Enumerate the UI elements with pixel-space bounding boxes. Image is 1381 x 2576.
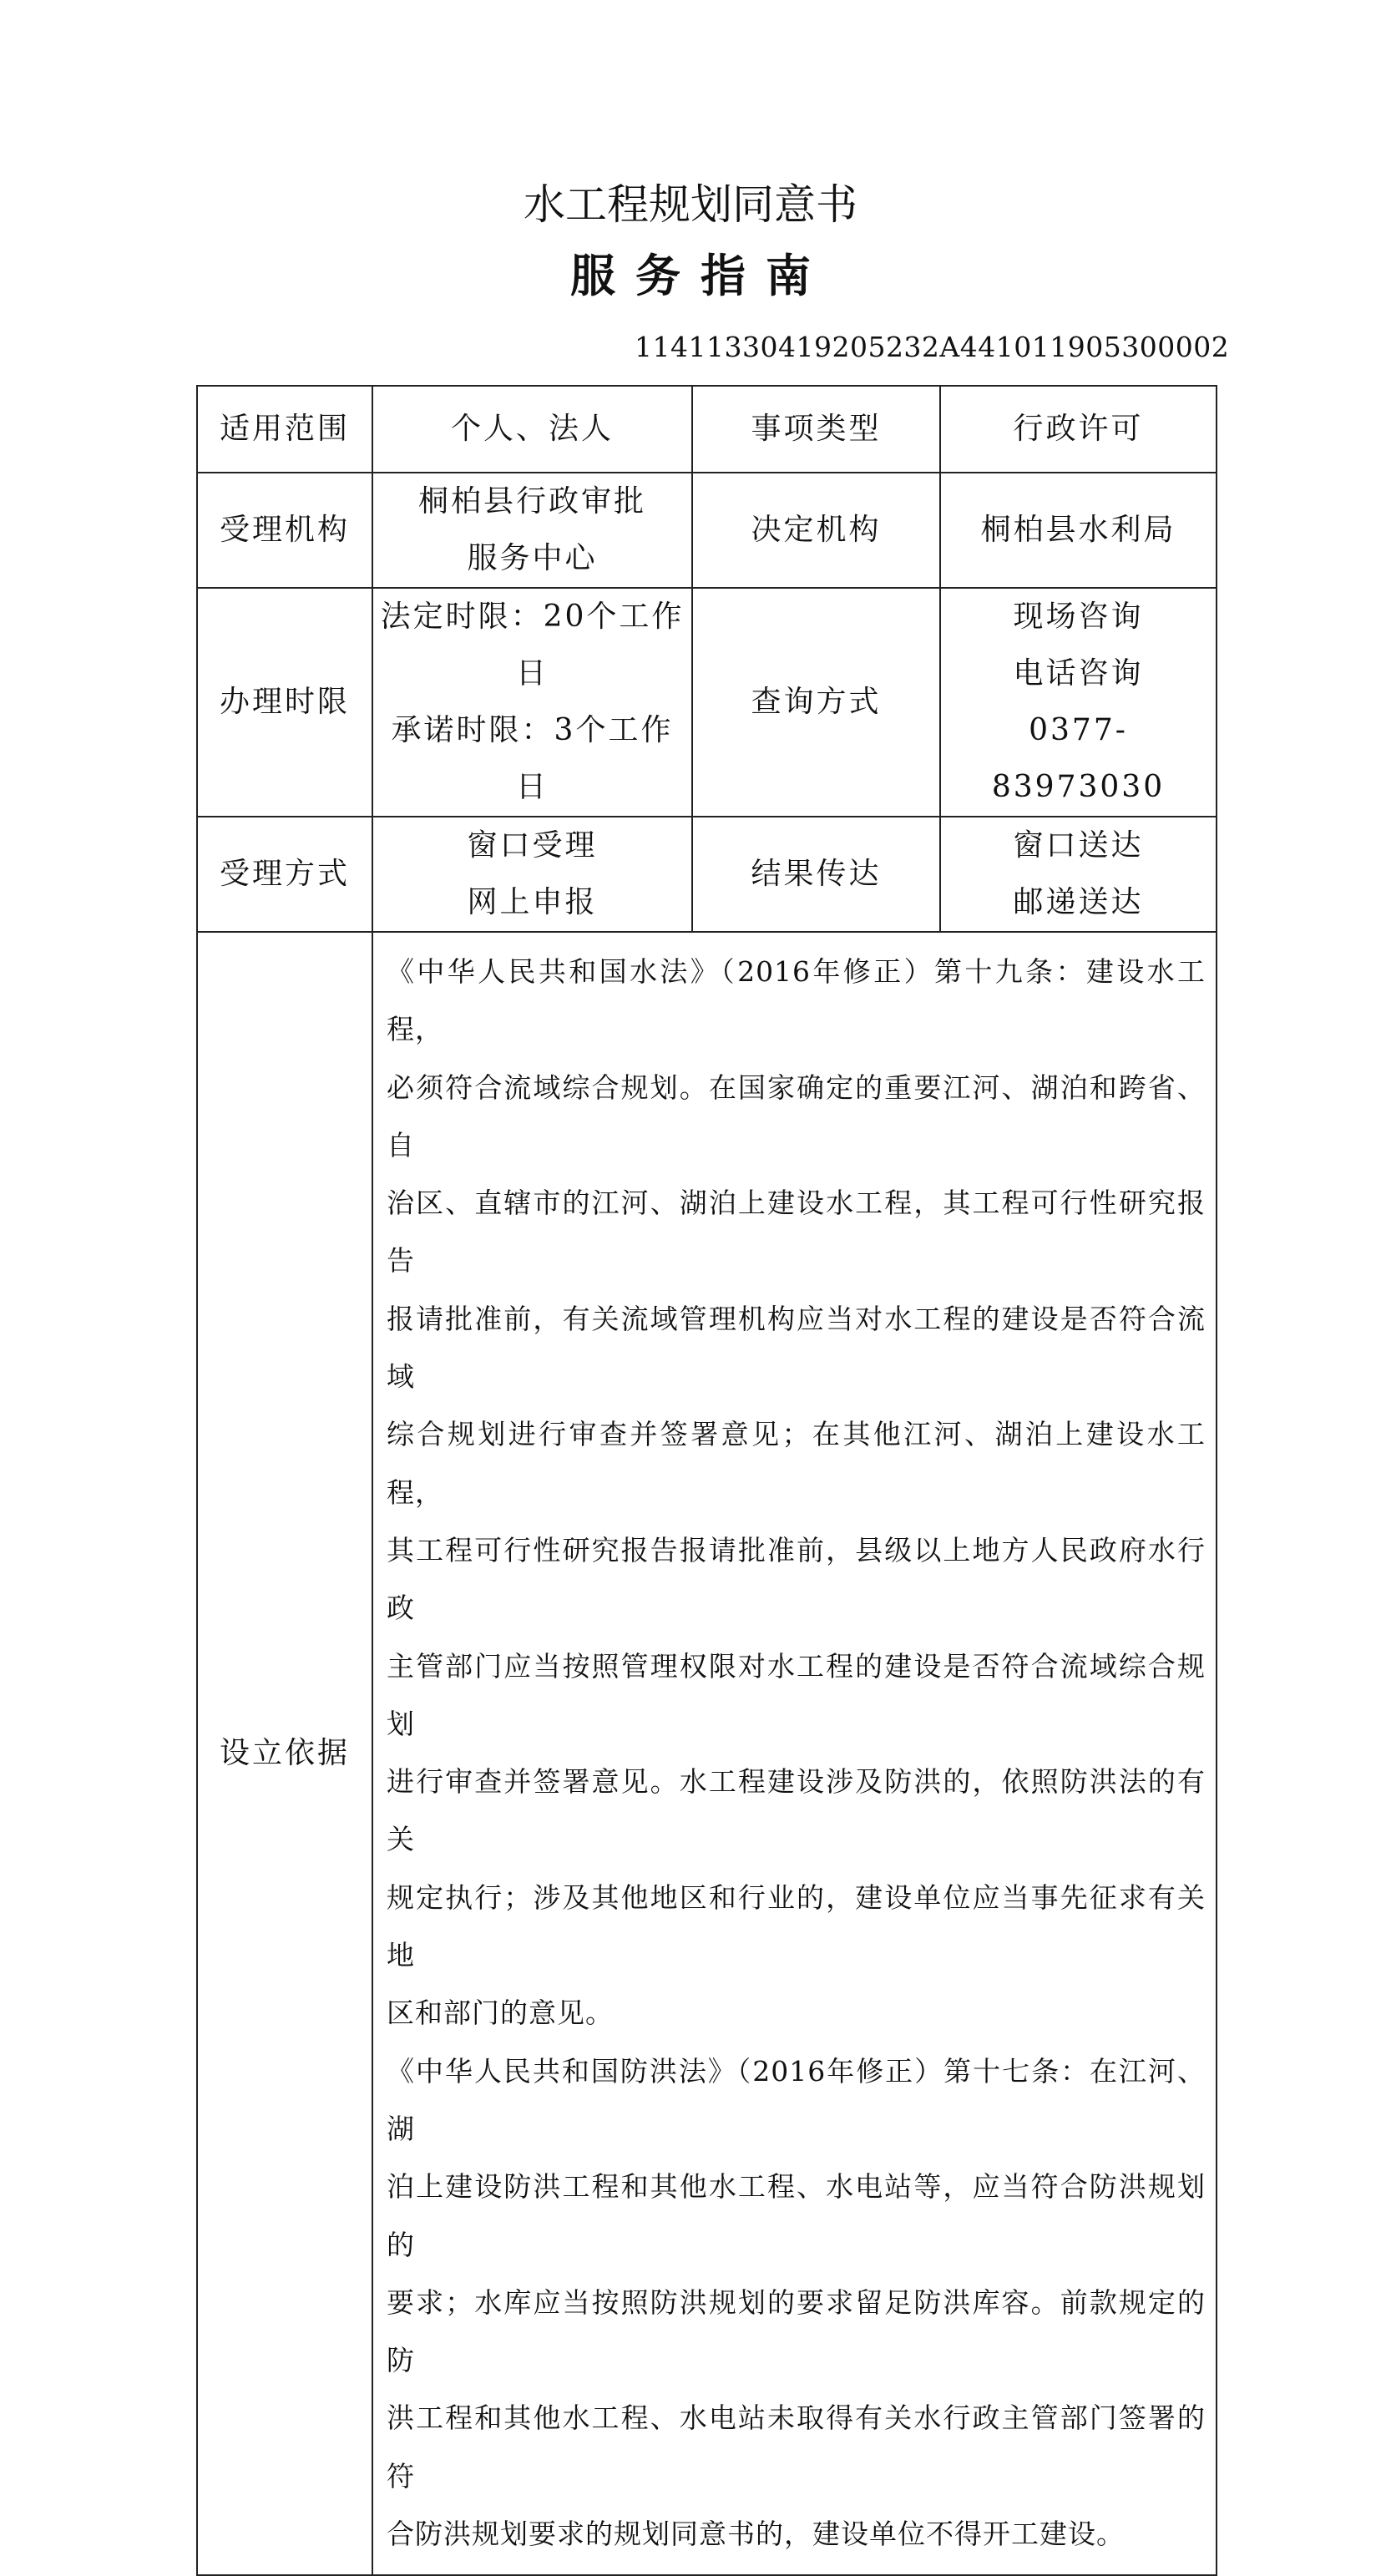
table-row-time-limit [197,588,1217,817]
delivery-mail: 邮递送达 [1013,885,1144,919]
delivery-window: 窗口送达 [1013,828,1144,863]
legal-time-limit: 法定时限：20个工作日 [380,600,685,691]
label-item-type: 事项类型 [692,386,940,473]
service-guide-table [196,385,1217,2576]
label-scope: 适用范围 [197,386,372,473]
basis-line: 必须符合流域综合规划。在国家确定的重要江河、湖泊和跨省、自 [387,1070,1206,1161]
accepting-agency-line-2: 服务中心 [467,541,598,575]
label-deciding-agency: 决定机构 [692,473,940,588]
basis-line: 合防洪规划要求的规划同意书的，建设单位不得开工建设。 [387,2518,1125,2551]
basis-line: 规定执行；涉及其他地区和行业的，建设单位应当事先征求有关地 [387,1880,1206,1972]
value-inquiry-method [940,588,1217,817]
basis-line: 泊上建设防洪工程和其他水工程、水电站等，应当符合防洪规划的 [387,2170,1206,2261]
basis-line: 治区、直辖市的江河、湖泊上建设水工程，其工程可行性研究报告 [387,1187,1206,1278]
basis-line: 洪工程和其他水工程、水电站未取得有关水行政主管部门签署的符 [387,2401,1206,2492]
basis-line: 《中华人民共和国水法》（2016年修正）第十九条：建设水工程， [387,955,1206,1046]
table-row-scope [197,386,1217,473]
label-legal-basis: 设立依据 [197,932,372,2575]
table-row-acceptance [197,817,1217,932]
table-row-legal-basis [197,932,1217,2575]
label-acceptance-method: 受理方式 [197,817,372,932]
label-result-delivery: 结果传达 [692,817,940,932]
value-scope: 个人、法人 [372,386,692,473]
basis-line: 综合规划进行审查并签署意见；在其他江河、湖泊上建设水工程， [387,1418,1206,1509]
basis-line: 报请批准前，有关流域管理机构应当对水工程的建设是否符合流域 [387,1302,1206,1394]
accepting-agency-line-1: 桐柏县行政审批 [417,484,646,519]
basis-line: 其工程可行性研究报告报请批准前，县级以上地方人民政府水行政 [387,1533,1206,1625]
basis-line: 主管部门应当按照管理权限对水工程的建设是否符合流域综合规划 [387,1649,1206,1740]
document-subtitle: 服务指南 [570,249,831,302]
acceptance-window: 窗口受理 [467,828,598,863]
flood-law-paragraph [387,2042,1206,2563]
value-deciding-agency: 桐柏县水利局 [940,473,1217,588]
inquiry-phone: 电话咨询 [1013,656,1144,691]
basis-line: 进行审查并签署意见。水工程建设涉及防洪的，依照防洪法的有关 [387,1765,1206,1856]
value-time-limit [372,588,692,817]
document-title: 水工程规划同意书 [524,180,857,229]
inquiry-onsite: 现场咨询 [1013,600,1144,634]
value-item-type: 行政许可 [940,386,1217,473]
basis-line: 要求；水库应当按照防洪规划的要求留足防洪库容。前款规定的防 [387,2285,1206,2377]
value-acceptance-method [372,817,692,932]
acceptance-online: 网上申报 [467,885,598,919]
water-law-paragraph [387,943,1206,2042]
value-legal-basis [372,932,1217,2575]
promised-time-limit: 承诺时限：3个工作日 [391,713,674,804]
inquiry-phone-number: 0377-83973030 [991,713,1166,804]
value-accepting-agency [372,473,692,588]
value-result-delivery [940,817,1217,932]
basis-line: 《中华人民共和国防洪法》（2016年修正）第十七条：在江河、湖 [387,2054,1206,2145]
table-row-agency [197,473,1217,588]
item-code: 11411330419205232A441011905300002 [635,331,1230,363]
label-accepting-agency: 受理机构 [197,473,372,588]
label-time-limit: 办理时限 [197,588,372,817]
label-inquiry-method: 查询方式 [692,588,940,817]
basis-line: 区和部门的意见。 [387,1997,614,2030]
